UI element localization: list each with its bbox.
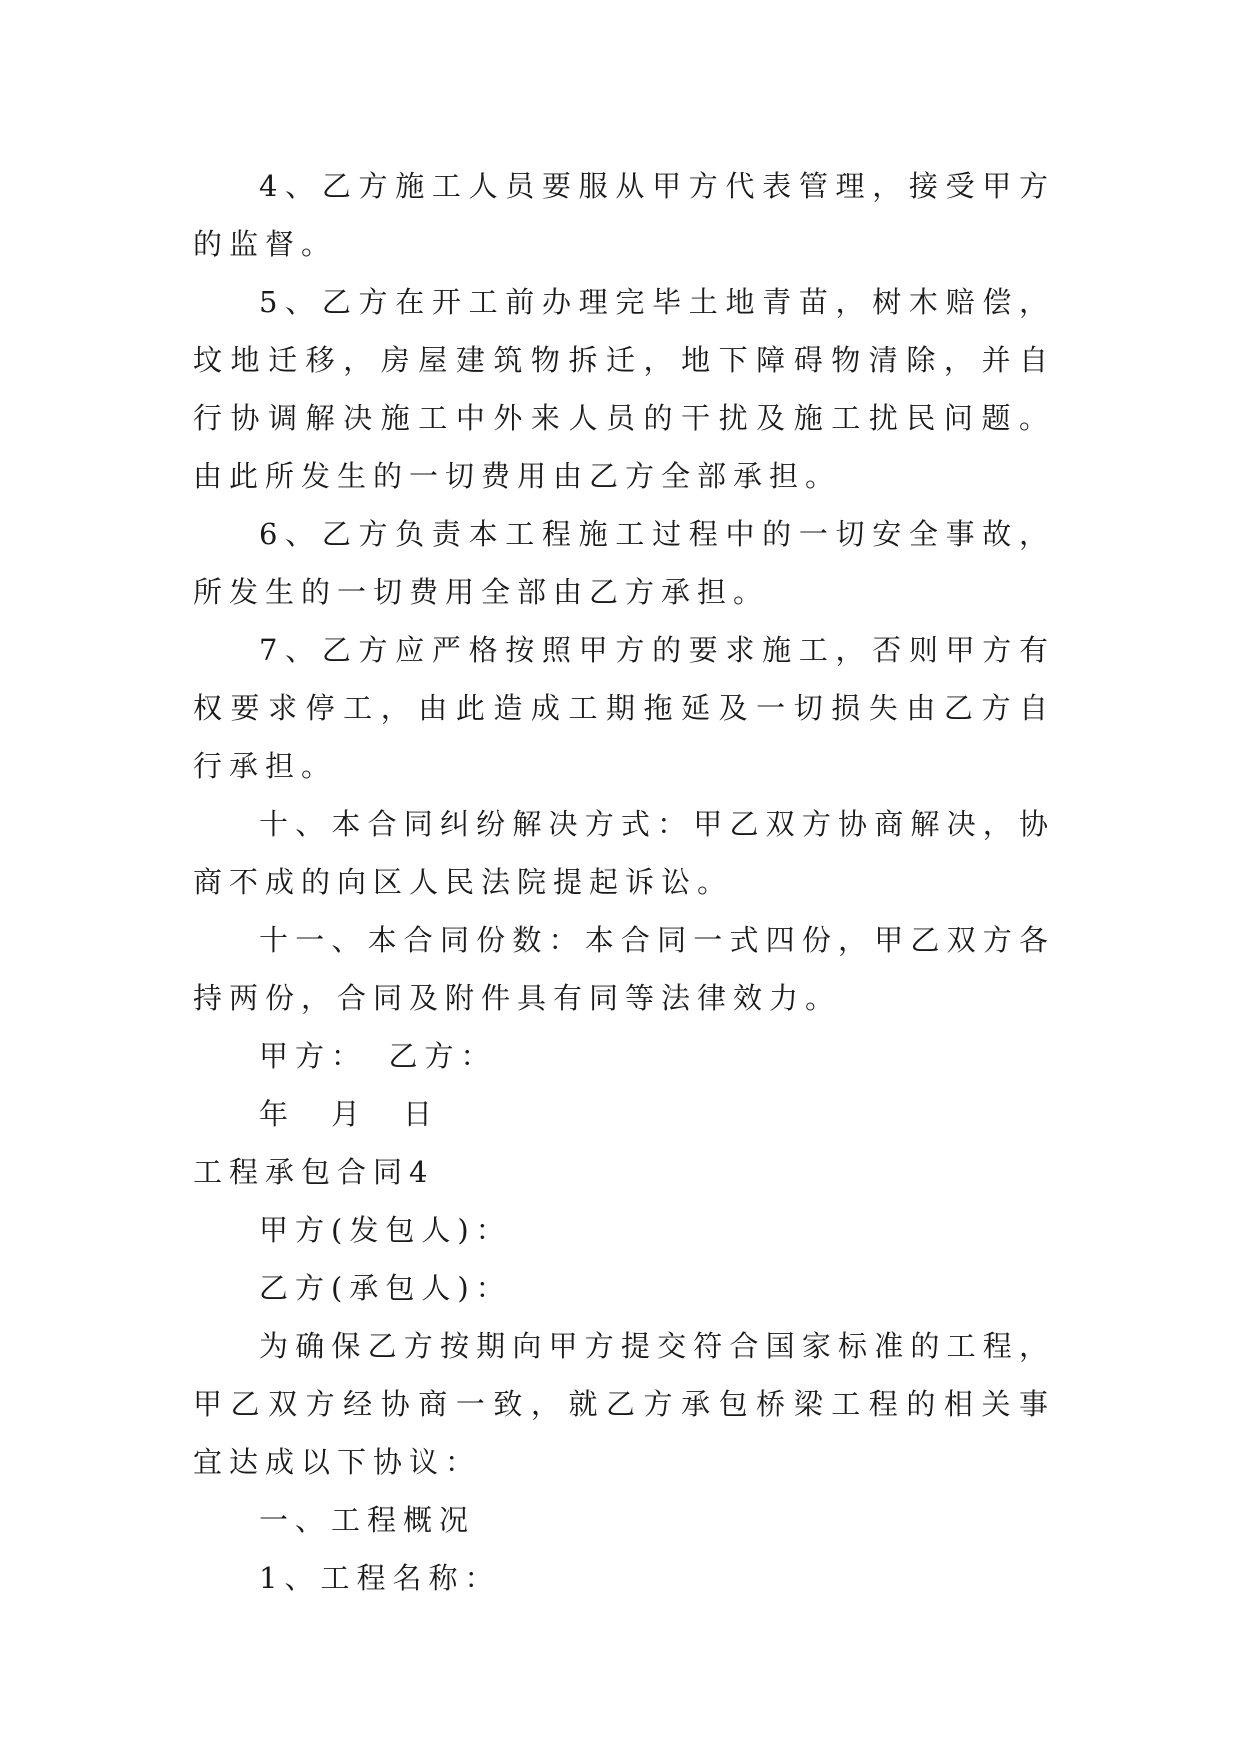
item-1-line: 1、工程名称： — [259, 1561, 501, 1595]
signature-parties-line: 甲方： 乙方： — [259, 1039, 497, 1073]
contract-title: 工程承包合同4 — [193, 1155, 435, 1189]
clause-4-paragraph: 4、乙方施工人员要服从甲方代表管理，接受甲方的监督。 — [193, 169, 1055, 261]
article-10-paragraph: 十、本合同纠纷解决方式：甲乙双方协商解决，协商不成的向区人民法院提起诉讼。 — [193, 807, 1055, 899]
preamble-paragraph: 为确保乙方按期向甲方提交符合国家标准的工程，甲乙双方经协商一致，就乙方承包桥梁工程的相关事宜达成以下协议： — [193, 1329, 1055, 1479]
party-a-line: 甲方(发包人)： — [259, 1213, 512, 1247]
signature-date-line: 年 月 日 — [259, 1097, 440, 1131]
party-b-line: 乙方(承包人)： — [259, 1271, 512, 1305]
clause-6-paragraph: 6、乙方负责本工程施工过程中的一切安全事故，所发生的一切费用全部由乙方承担。 — [193, 517, 1055, 609]
document-body — [193, 157, 1055, 1607]
clause-5-paragraph: 5、乙方在开工前办理完毕土地青苗，树木赔偿，坟地迁移，房屋建筑物拆迁，地下障碍物清除，并自行协调解决施工中外来人员的干扰及施工扰民问题。由此所发生的一切费用由乙方全部承担。 — [193, 285, 1055, 493]
clause-7-paragraph: 7、乙方应严格按照甲方的要求施工，否则甲方有权要求停工，由此造成工期拖延及一切损失由乙方自行承担。 — [193, 633, 1055, 783]
section-1-heading: 一、工程概况 — [259, 1503, 476, 1537]
article-11-paragraph: 十一、本合同份数：本合同一式四份，甲乙双方各持两份，合同及附件具有同等法律效力。 — [193, 923, 1055, 1015]
